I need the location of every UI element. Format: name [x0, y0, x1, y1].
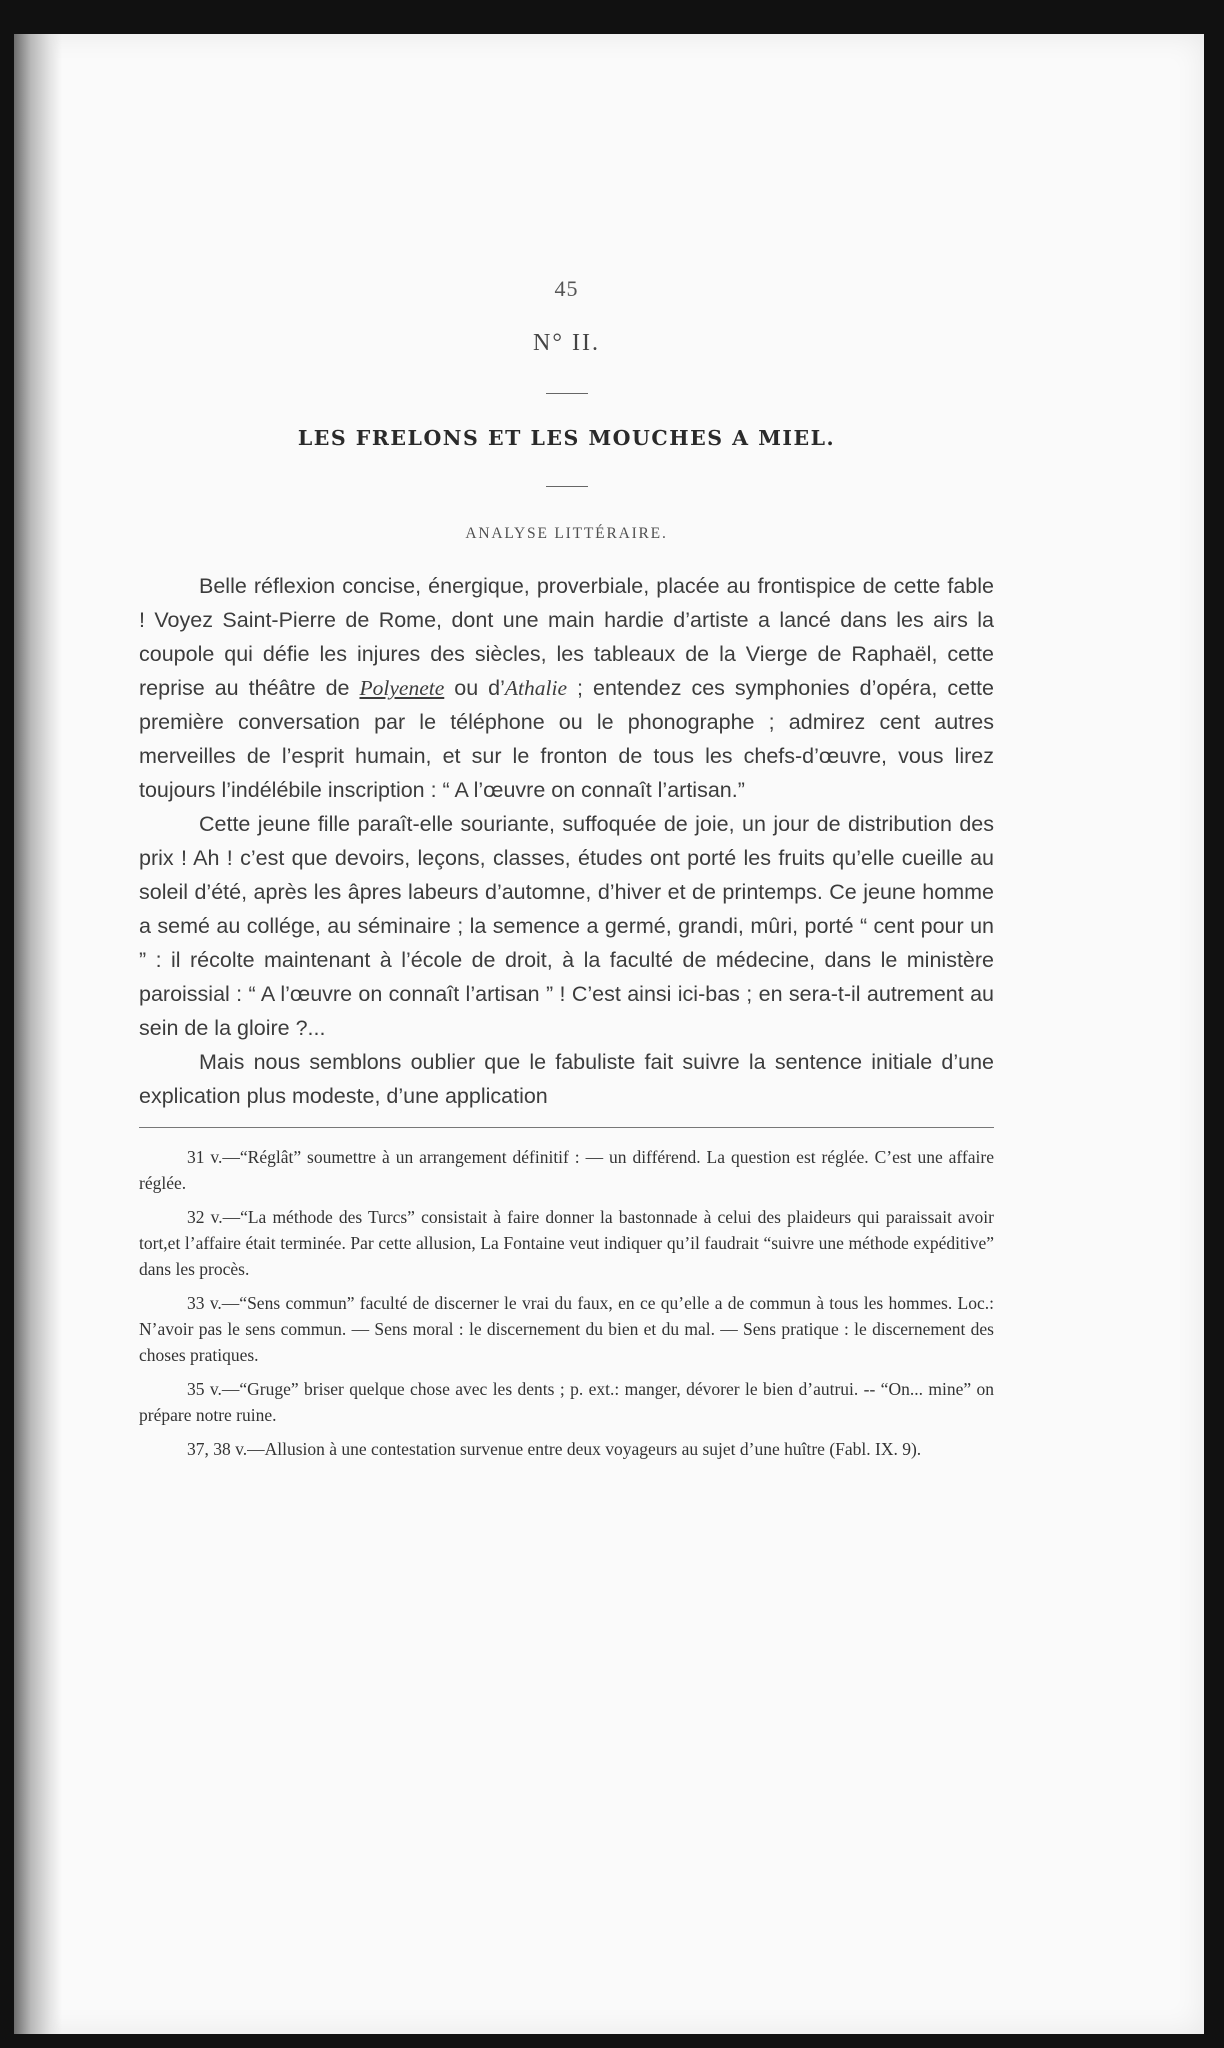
footnote-divider	[139, 1127, 994, 1128]
title-rule-top	[546, 393, 588, 394]
page-number: 45	[554, 276, 579, 301]
play-title-athalie: Athalie	[504, 676, 568, 700]
footnote-33: 33 v.—“Sens commun” faculté de discerner le vrai du faux, en ce qu’elle a de commun à tous les hommes. Loc.: N’avoir pas le sens commun. — Sens moral : le discernement du bien et du mal. — Sens pratique : le discernement des choses pratiques.	[139, 1293, 994, 1365]
analysis-body	[139, 569, 994, 1113]
fable-title: LES FRELONS ET LES MOUCHES A MIEL.	[297, 426, 836, 450]
book-page	[14, 34, 1204, 2034]
analysis-paragraph-2: Cette jeune fille paraît-elle souriante, suffoquée de joie, un jour de distribution des prix ! Ah ! c’est que devoirs, leçons, classes, études ont porté les fruits qu’elle cueille au soleil d’été, après les âpres labeurs d’automne, d’hiver et de printemps. Ce jeune homme a semé au collége, au séminaire ; la semence a germé, grandi, mûri, porté “ cent pour un ” : il récolte maintenant à l’école de droit, à la faculté de médecine, dans le ministère paroissial : “ A l’œuvre on connaît l’artisan ” ! C’est ainsi ici-bas ; en sera-t-il autrement au sein de la gloire ?...	[139, 812, 994, 1040]
analysis-paragraph-1-part-c: ; entendez ces symphonies d’opéra, cette première conversation par le téléphone ou le phonographe ; admirez cent autres merveilles de l’esprit humain, et sur le fronton de tous les chefs-d’œuvre, vous lirez toujours l’indélébile inscription : “ A l’œuvre on connaît l’artisan.”	[139, 676, 994, 802]
spine-shadow	[14, 34, 62, 2034]
section-heading: ANALYSE LITTÉRAIRE.	[465, 525, 668, 542]
footnote-32: 32 v.—“La méthode des Turcs” consistait à faire donner la bastonnade à celui des plaideurs qui paraissait avoir tort,et l’affaire était terminée. Par cette allusion, La Fontaine veut indiquer qu’il faudrait “suivre une méthode expéditive” dans les procès.	[139, 1207, 994, 1279]
fable-number: N° II.	[533, 330, 600, 356]
footnote-31: 31 v.—“Réglât” soumettre à un arrangement définitif : — un différend. La question est réglée. C’est une affaire réglée.	[139, 1147, 994, 1193]
analysis-paragraph-1-part-a: Belle réflexion concise, énergique, proverbiale, placée au frontispice de cette fable ! Voyez Saint-Pierre de Rome, dont une main hardie d’artiste a lancé dans les airs la coupole qui défie les injures des siècles, les tableaux de la Vierge de Raphaël, cette reprise au théâtre de	[139, 574, 994, 700]
analysis-paragraph-3: Mais nous semblons oublier que le fabuliste fait suivre la sentence initiale d’une explication plus modeste, d’une application	[139, 1050, 994, 1108]
footnotes	[139, 1144, 994, 1462]
analysis-paragraph-1-part-b: ou d’	[444, 676, 505, 700]
page-content	[139, 234, 994, 1470]
footnote-37-38: 37, 38 v.—Allusion à une contestation survenue entre deux voyageurs au sujet d’une huître (Fabl. IX. 9).	[187, 1439, 922, 1459]
analysis-paragraph-1	[139, 569, 994, 807]
footnote-35: 35 v.—“Gruge” briser quelque chose avec les dents ; p. ext.: manger, dévorer le bien d’autrui. -- “On... mine” on prépare notre ruine.	[139, 1379, 994, 1425]
play-title-polyeucte: Polyenete	[359, 676, 445, 700]
title-rule-bottom	[546, 486, 588, 487]
